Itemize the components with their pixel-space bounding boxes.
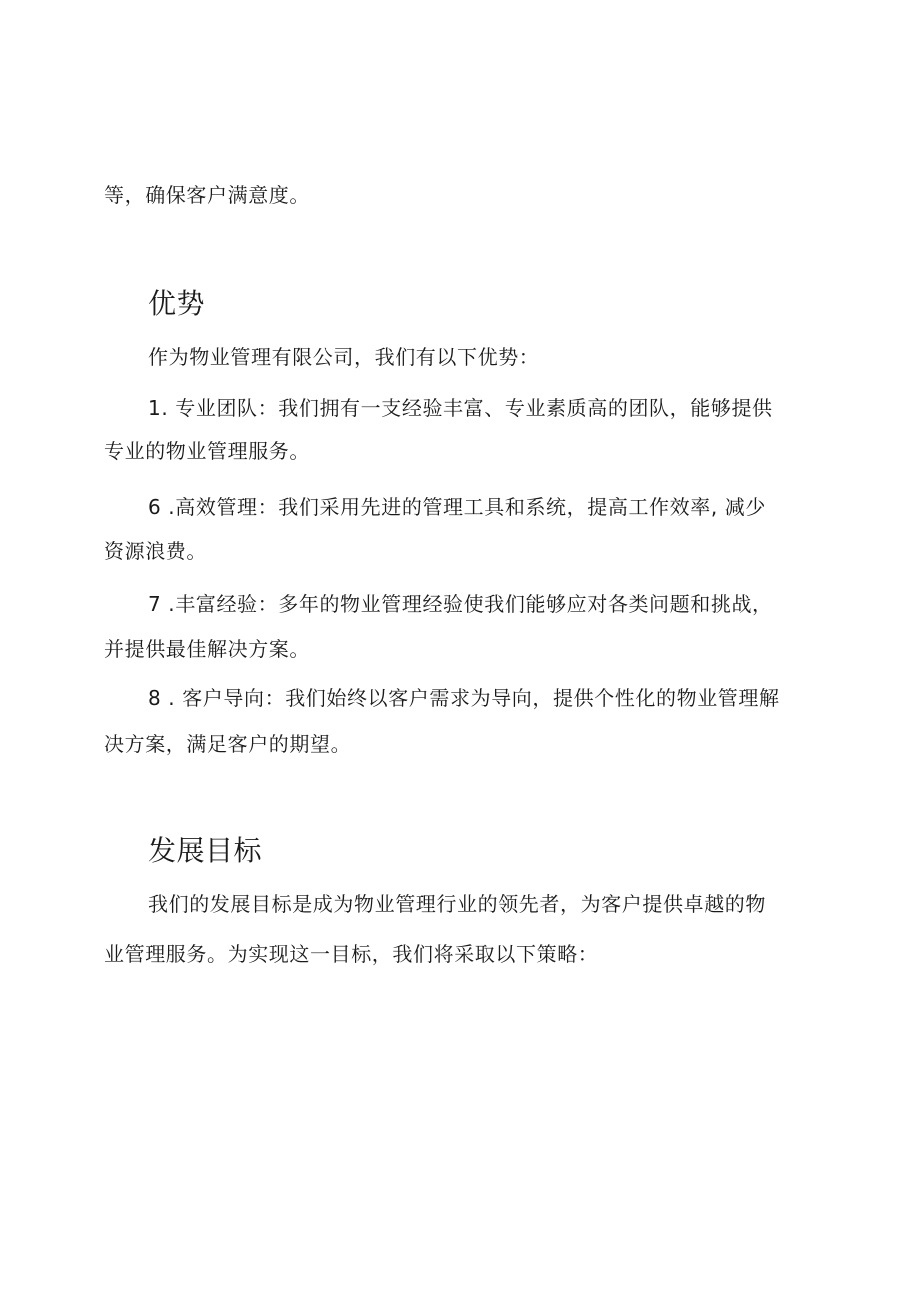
advantages-intro: 作为物业管理有限公司，我们有以下优势： <box>148 345 540 369</box>
advantage-item-1-line1: 1. 专业团队：我们拥有一支经验丰富、专业素质高的团队，能够提供 <box>148 396 773 420</box>
advantage-item-1-line2: 专业的物业管理服务。 <box>104 439 310 463</box>
advantage-item-4-line1: 8 . 客户导向：我们始终以客户需求为导向，提供个性化的物业管理解 <box>148 686 780 710</box>
goals-text-line1: 我们的发展目标是成为物业管理行业的领先者，为客户提供卓越的物 <box>148 892 766 916</box>
advantage-item-2-line2: 资源浪费。 <box>104 539 207 563</box>
advantage-item-4-line2: 决方案，满足客户的期望。 <box>104 732 352 756</box>
advantage-item-3-line1: 7 .丰富经验：多年的物业管理经验使我们能够应对各类问题和挑战， <box>148 592 773 616</box>
continuation-text: 等，确保客户满意度。 <box>104 183 310 207</box>
goals-text-line2: 业管理服务。为实现这一目标，我们将采取以下策略： <box>104 942 599 966</box>
advantage-item-3-line2: 并提供最佳解决方案。 <box>104 637 310 661</box>
advantage-item-2-line1: 6 .高效管理：我们采用先进的管理工具和系统，提高工作效率, 减少 <box>148 495 766 519</box>
section-heading-advantages: 优势 <box>148 287 206 320</box>
section-heading-goals: 发展目标 <box>148 834 263 867</box>
